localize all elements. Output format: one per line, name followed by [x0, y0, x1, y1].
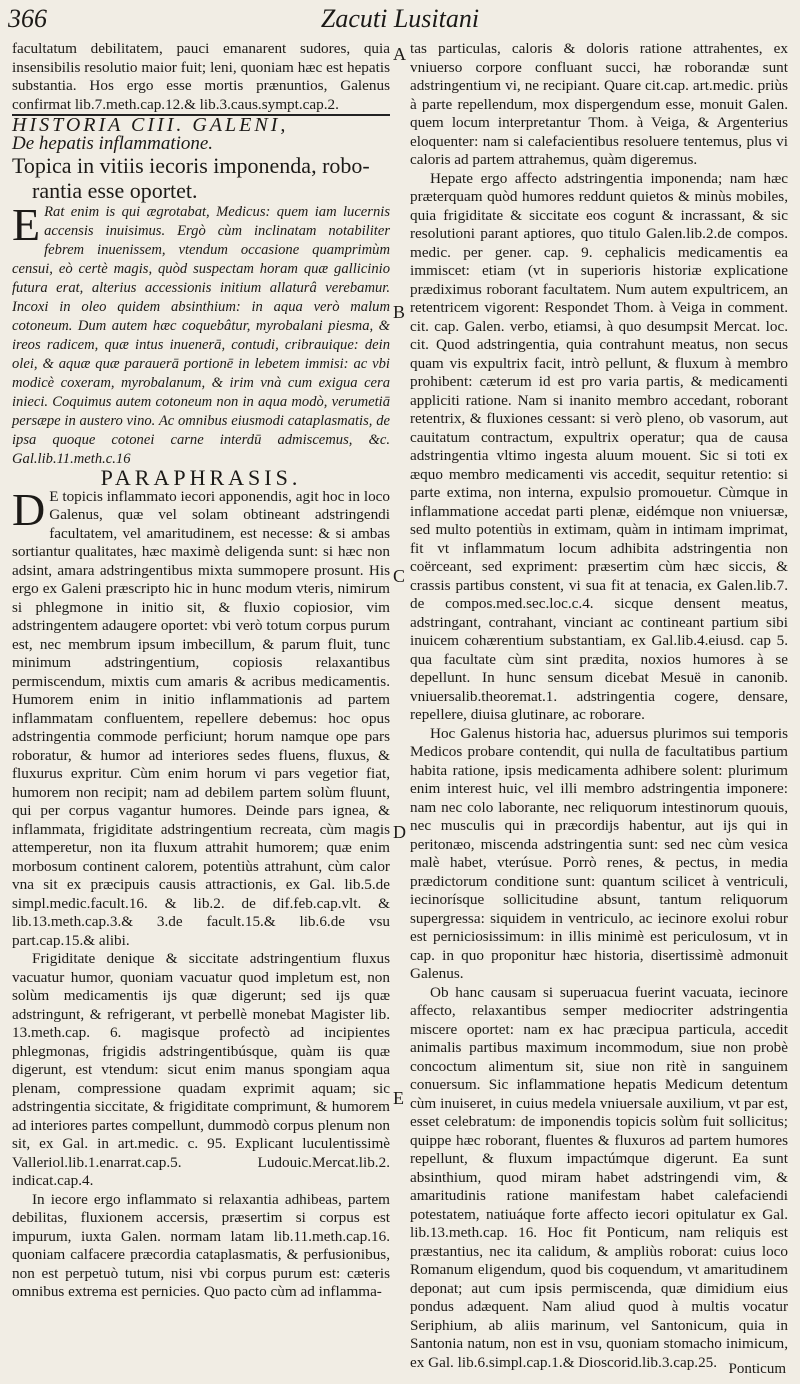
page-header [8, 4, 792, 40]
paraphrasis-heading: PARAPHRASIS. [100, 465, 302, 490]
topic-heading [12, 153, 390, 203]
right-paragraph-3: Hoc Galenus historia hac, aduersus plurimos sui temporis Medicos probare contendit, qui nulla de facultatibus partium habita ratione, ipsis medicamenta adhibere solent: plurimum enim interest huic, vel illi membro adstringentia imponere: nam nec colo laborante, nec reliquorum intestinorum quouis, nec musculis qui in præcordijs habentur, aut ijs qui in peritonæo, miscenda adstringentia sunt: sed nec cùm vesica malè habet, vterúsue. Porrò renes, & pectus, in media prædictorum conditione sunt: quantum scilicet à ventriculi, iecinorísque sollicitudine absunt, tantum reliquorum supergressa: siquidem in ventriculo, ac iecinore exolui robur est perniciosissimum: in illis minimè est periculosum, vt in cap. in quo proponitur hæc historia, disertissimè admonuit Galenus. [410, 724, 788, 982]
topic-line-1: Topica in vitiis iecoris imponenda, robo- [12, 153, 370, 178]
right-paragraph-4: Ob hanc causam si superuacua fuerint vacuata, iecinore affecto, relaxantibus semper mediocriter adstringentia miscere oportet: nam ex hac præcipua particula, accedit animalis partibus maximum incommodum, siue non probè concoctum alimentum sit, siue non ritè in sanguinem conuersum. Sic inflammatione hepatis Medicum detentum cùm inuiseret, in cuius medela vniuersale auxilium, vt par est, esset celebratum: de imponendis topicis solùm fuit sollicitus; quippe hæc roborant, fluentes & fluxuros ad partem humores repellunt, & fluxum impactúmque digerunt. Ea sunt absinthium, quod miram habet adstringendi vim, & amaritudinis ratione manifestam habet calefaciendi potestatem, natiuáque forte affecto iecori opitulatur ex Gal. lib.13.meth.cap. 16. Hoc fit Ponticum, nam reliquis est præstantius, nec ita calidum, & ampliùs roborat: cuius loco Romanum eligendum, quod bis coquendum, vt amaritudinem deponat; aut cum ipsis permiscenda, quæ dimidium eius pondus adæquent. Nam aliud quod à multis vocatur Seriphium, ab aliis marinum, vel Santonicum, quia in Santonia natum, non est in vsu, quoniam stomacho inimicum, ex Gal. lib.6.simpl.cap.1.& Dioscorid.lib.3.cap.25. [410, 983, 788, 1371]
margin-letter-c: C [393, 566, 406, 586]
right-paragraph-2: Hepate ergo affecto adstringentia imponenda; nam hæc præterquam quòd humores reddunt quietos & minùs mobiles, quia frigiditate & siccitate eos cogunt & incrassant, & sic resolutioni parant aptiores, quo titulo Galen.lib.2.de compos. medic. per gener. cap. 9. cephalicis medicamentis ea immiscet: etiam (vt in superioris historiæ explicatione prædiximus roborant facultatem. Num autem expultricem, an retentricem vigorent: Respondet Thom. à Veiga in comment. cit. cap. Galen. verbo, etiamsi, à quo desumpsit Mercat. loc. cit. Quod adstringentia, quia contrahunt meatus, non secus quam vis expultrix facit, intrò pellunt, & fluxum à membro prohibent: cæterum id est pro varia partis, & medicamenti appliciti ratione. Nam si inanito membro accedant, roborant retentrix, & fluxiones cessant: si verò pleno, ob vasorum, aut cauitatum contractum, expultrix operatur; qua de causa adstringentia vltimo ingesta aluum mouent. Sic si toti ex æquo membro medicamenti vis accedit, sequitur retentio: si parte extima, non interna, expulsio promouetur. Cùmque in inflammatione accedat parti plenæ, eidémque non vniuersæ, sed multo potentiùs in extimam, quàm in intimam imprimat, fit vt inflammatum locum adhibita adstringentia non coërceant, sed expriment: præsertim cùm hæc siccis, & crassis partibus constent, vi sua fit at tenacia, ex Galen.lib.7. de compos.med.sec.loc.c.4. sicque densent meatus, adstringant, contrahant, vinciant ac contineant partium sibi inuicem cohærentium substantiam, ex Gal.lib.4.eiusd. cap 5. qua facultate cùm sint prædita, noxios humores à se depellunt. In hunc sensum dicebat Mesuë in canonib. vniuersalib.theoremat.1. adstringentia cogere, densare, repellere, diuisa glutinare, ac roborare. [410, 169, 788, 723]
margin-letter-d: D [393, 822, 406, 842]
margin-letter-e: E [393, 1088, 404, 1108]
margin-letter-a: A [393, 44, 406, 64]
right-column [410, 40, 788, 1372]
paraphrasis-body-1: E topicis inflammato iecori apponendis, agit hoc in loco Galenus, quæ vel solam obtineant adstringendi facultatem, vel amaritudinem, est necesse: & si ambas sortiantur qualitates, hæc maximè deligenda sunt: si hæc non adsint, amara adstringentibus mixta summopere prosunt. His ergo ex Galeni præscripto hic in hunc modum vteris, nimirum si phlegmone in initio sit, & fluxio copiosior, vim adstringentem adaugere oportet: vbi verò totum corpus purum est, nec membrum ipsum imbecillum, & parum fluit, tunc minimum adstringentium, copiosis relaxantibus permiscendum, mixtis cum amaris & acribus medicamentis. Humorem enim in initio inflammationis ad partem inflammatam confluentem, repellere debemus: hoc opus adstringentia commode perficiunt; horum namque ope pars roboratur, & humor ad interiores sedes fluens, fluxus, & fluxurus expritur. Cùm enim horum vi pars vegetior fiat, humorem non recipit; nam ad debilem partem solùm fluunt, qui per corpus vagantur humores. Deinde pars ignea, & inflammata, frigiditate adstringentium recreata, cùm magis attemperetur, non ita fluxum attrahit humorem; quæ enim morbosum continent calorem, potentiùs attrahunt, cùm calor vna sit ex præcipuis causis attractionis, ex Gal. lib.5.de simpl.medic.facult.16. & lib.2. de dif.feb.cap.vlt. & lib.13.meth.cap.3.& 3.de facult.15.& lib.6.de vsu part.cap.15.& alibi. [12, 487, 390, 949]
running-head: Zacuti Lusitani [320, 4, 480, 33]
page-number: 366 [8, 4, 47, 33]
intro-paragraph: facultatum debilitatem, pauci emanarent sudores, quia insensibilis resolutio maior fuit; leni, quoniam hæc est hepatis substantia. Hos ergo esse mortis prænuntios, Galenus confirmat lib.7.meth.cap.12.& lib.3.caus.sympt.cap.2. [12, 40, 390, 113]
paraphrasis-dropcap: D [12, 483, 46, 535]
margin-letter-b: B [393, 302, 406, 322]
case-dropcap: E [12, 199, 41, 250]
history-title: HISTORIA CIII. GALENI, [12, 114, 289, 136]
left-column [12, 40, 390, 1302]
right-paragraph-1: tas particulas, caloris & doloris ratione attrahentes, ex vniuerso corpore confluant succi, hæ roborandæ sunt adstringentium vi, ne recipiant. Quare cit.cap. art.medic. priùs à parte repellendum, mox dispergendum esse, monuit Galen. quem locum interpretantur Thom. à Veiga, & Argenterius eloquenter: nam si calefacientibus resoluere tentemus, plus vi caloris ad partem attrahemus, quàm digeremus. [410, 40, 788, 168]
topic-line-2: rantia esse oportet. [32, 178, 198, 203]
paraphrasis-paragraph-3: In iecore ergo inflammato si relaxantia adhibeas, partem debilitas, fluxionem accersis, præsertim si corpus est impurum, iuxta Galen. normam latam lib.11.meth.cap.16. quoniam calfacere præcordia cataplasmatis, & perfusionibus, non est perpetuò tutum, nisi vbi corpus purum est: cæteris omnibus extrema est pernicies. Quo pacto cùm ad inflamma- [12, 1190, 390, 1300]
case-body: Rat enim is qui ægrotabat, Medicus: quem iam lucernis accensis inuisimus. Ergò cùm inclinatam notabiliter febrem inuenissem, vtendum occasione quamprimùm censui, eò certè magis, quòd suspectam horam quæ gallicinio futura erat, alterius accessionis initium allaturâ verebamur. Incoxi in oleo quidem absinthium: in aqua verò malum cotoneum. Dum autem hæc coquebâtur, myrobalani piesma, & ireos radicem, quæ intus inuenerā, contudi, cribrauique: dein olei, & aquæ quæ parauerā portionē in lebetem immisi: ac vbi modicè coxeram, myrobalanum, & irim vnà cum exigua cera inieci. Coquimus autem cotoneum non in aqua modò, verumetiā persæpe in austero vino. Ac omnibus eiusmodi cataplasmatis, de ipsa quoque cotonei carne interdū admiscemus, &c. Gal.lib.11.meth.c.16 [12, 204, 390, 467]
history-subtitle: De hepatis inflammatione. [12, 132, 214, 154]
catchword: Ponticum [728, 1361, 786, 1377]
paraphrasis-paragraph-2: Frigiditate denique & siccitate adstringentium fluxus vacuatur humor, quoniam vacuatur quod impletum est, non solùm medicamentis ijs quæ digerunt; sed ijs quæ adstringunt, & refrigerant, vt perbellè monebat Magister lib. 13.meth.cap. 6. magisque profectò ad incipientes phlegmonas, frigidis adstringentibúsque, quàm iis quæ digerunt, est vtendum: sicut enim manus spongiam aqua plenam, compressione quadam exprimit aquam; sic adstringentia siccitate, & frigiditate comprimunt, & humorem ad interiores partes compellunt, dummodò corpus plenum non sit, ex Gal. in art.medic. c. 95. Explicant luculentissimè Valleriol.lib.1.enarrat.cap.5. Ludouic.Mercat.lib.2. indicat.cap.4. [12, 950, 390, 1189]
case-text [12, 199, 390, 469]
paraphrasis-paragraph-1 [12, 483, 390, 951]
